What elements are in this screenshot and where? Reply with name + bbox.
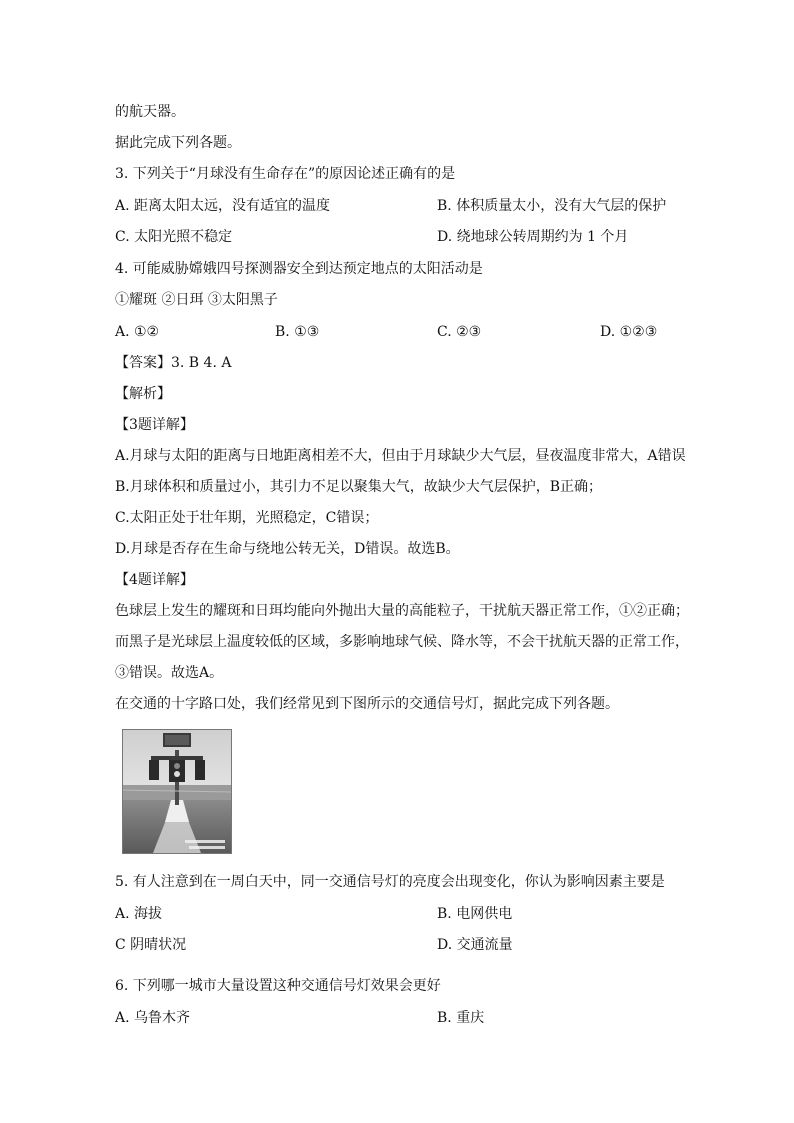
question-4-items: ①耀斑 ②日珥 ③太阳黑子 bbox=[115, 292, 278, 308]
question-5-option-d: D. 交通流量 bbox=[437, 937, 513, 953]
question-6: 6. 下列哪一城市大量设置这种交通信号灯效果会更好 bbox=[115, 978, 441, 994]
text-line: 的航天器。 bbox=[115, 104, 185, 120]
question-3-option-c: C. 太阳光照不稳定 bbox=[115, 229, 233, 245]
detail-3-line-a: A.月球与太阳的距离与日地距离相差不大，但由于月球缺少大气层，昼夜温度非常大，A错误 bbox=[115, 448, 686, 464]
detail-3-line-b: B.月球体积和质量过小，其引力不足以聚集大气，故缺少大气层保护，B正确； bbox=[115, 479, 603, 495]
detail-4-line-a: 色球层上发生的耀斑和日珥均能向外抛出大量的高能粒子，干扰航天器正常工作，①②正确； bbox=[115, 603, 689, 619]
question-4-option-a: A. ①② bbox=[115, 324, 160, 340]
question-3-option-a: A. 距离太阳太远，没有适宜的温度 bbox=[115, 198, 331, 214]
question-3: 3. 下列关于“月球没有生命存在”的原因论述正确有的是 bbox=[115, 166, 456, 182]
question-5-option-a: A. 海拔 bbox=[115, 906, 163, 922]
question-4-option-b: B. ①③ bbox=[275, 324, 320, 340]
question-5-option-b: B. 电网供电 bbox=[437, 906, 513, 922]
question-5: 5. 有人注意到在一周白天中，同一交通信号灯的亮度会出现变化，你认为影响因素主要是 bbox=[115, 874, 665, 890]
question-6-option-b: B. 重庆 bbox=[437, 1010, 485, 1026]
question-4-option-d: D. ①②③ bbox=[600, 324, 658, 340]
question-3-option-d: D. 绕地球公转周期约为 1 个月 bbox=[437, 229, 629, 245]
detail-3-line-d: D.月球是否存在生命与绕地公转无关，D错误。故选B。 bbox=[115, 541, 460, 557]
question-4-option-c: C. ②③ bbox=[437, 324, 482, 340]
detail-4-line-b: 而黑子是光球层上温度较低的区域，多影响地球气候、降水等，不会干扰航天器的正常工作， bbox=[115, 634, 689, 650]
detail-4-heading: 【4题详解】 bbox=[115, 572, 194, 588]
answer-line: 【答案】3. B 4. A bbox=[115, 355, 232, 371]
detail-3-heading: 【3题详解】 bbox=[115, 417, 194, 433]
detail-4-line-c: ③错误。故选A。 bbox=[115, 665, 224, 681]
analysis-heading: 【解析】 bbox=[115, 386, 171, 402]
detail-3-line-c: C.太阳正处于壮年期，光照稳定，C错误； bbox=[115, 510, 379, 526]
question-4: 4. 可能威胁嫦娥四号探测器安全到达预定地点的太阳活动是 bbox=[115, 261, 483, 277]
question-5-option-c: C 阴晴状况 bbox=[115, 937, 187, 953]
text-line: 据此完成下列各题。 bbox=[115, 135, 241, 151]
question-3-option-b: B. 体积质量太小，没有大气层的保护 bbox=[437, 198, 667, 214]
question-6-option-a: A. 乌鲁木齐 bbox=[115, 1010, 191, 1026]
traffic-light-photo bbox=[122, 729, 232, 854]
intro-line: 在交通的十字路口处，我们经常见到下图所示的交通信号灯，据此完成下列各题。 bbox=[115, 696, 619, 712]
